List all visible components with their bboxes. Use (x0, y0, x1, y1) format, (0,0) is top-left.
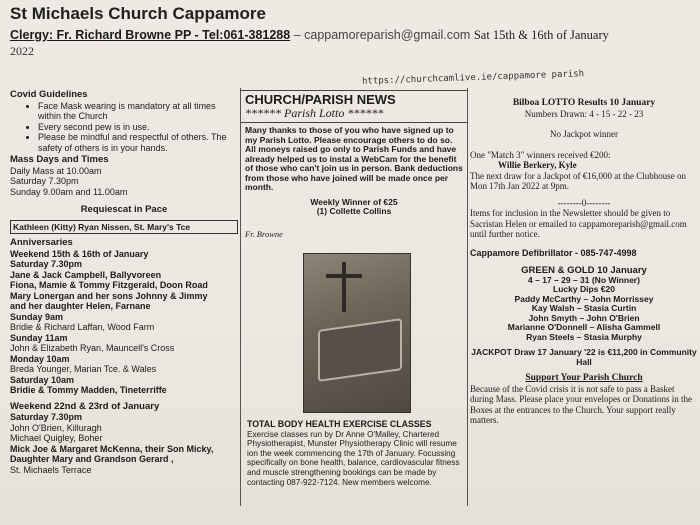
wk2-line: St. Michaels Terrace (10, 464, 92, 475)
items-text: Items for inclusion in the Newsletter should be given to Sacristan Helen or emailed to cappamoreparish@gmail.com until further notice. (470, 208, 687, 239)
news-title: CHURCH/PARISH NEWS (245, 92, 396, 107)
gg-line: Lucky Dips €20 (553, 284, 615, 294)
header (10, 4, 695, 59)
gg-line: John Smyth – John O'Brien (528, 312, 640, 323)
crucifix-icon (342, 262, 346, 312)
ann-line: Saturday 10am (10, 374, 75, 385)
separator: --------0-------- (557, 197, 611, 208)
page-title: St Michaels Church Cappamore (10, 4, 267, 23)
req-title: Requiescat in Pace (80, 204, 168, 215)
gg-line: Marianne O'Donnell – Alisha Gammell (507, 322, 661, 332)
signature: Fr. Browne (245, 228, 283, 239)
covid-title: Covid Guidelines (10, 89, 88, 100)
gg-line: Ryan Steels – Stasia Murphy (526, 331, 642, 342)
mass-line: Saturday 7.30pm (10, 176, 79, 186)
clergy-line (10, 28, 695, 43)
mass-line: Daily Mass at 10.00am (10, 165, 102, 176)
numbers-drawn: Numbers Drawn: 4 - 15 - 22 - 23 (524, 108, 644, 119)
match3-name: Willie Berkery, Kyle (498, 160, 577, 170)
list-item: • Every second pew is in use. (38, 122, 238, 133)
middle-column (240, 88, 468, 506)
tb-text: Exercise classes run by Dr Anne O'Malley, Chartered Physiotherapist, Munster Physiotherapy Clinic will resume ion the week commencing the 17th of January. Focussing specifically on bone health, balance, cardiovascular fitness and muscle strengthening bookings can be made by contacting 087-922-7124. New members welcome. (247, 429, 460, 487)
defib-text: Cappamore Defibrillator - 085-747-4998 (470, 247, 637, 258)
support-title: Support Your Parish Church (525, 373, 643, 383)
ann-line: Weekend 15th & 16th of January (10, 248, 149, 259)
jackpot-status: No Jackpot winner (550, 129, 618, 139)
wk2-line: Saturday 7.30pm (10, 412, 83, 422)
gg-line: 4 – 17 – 29 – 31 (No Winner) (528, 274, 640, 285)
wk2-title: Weekend 22nd & 23rd of January (10, 400, 160, 412)
altar-shape (318, 318, 402, 382)
ann-line: Mary Lonergan and her sons Johnny & Jimmy (10, 290, 208, 301)
lotto-text: Many thanks to those of you who have signed up to my Parish Lotto. Please encourage others to do so. All moneys raised go only to Parish Funds and have already helped us to instal a WebCam for the benefit of those who can't join us in person. Bank deductions from those who have joined will be made once per month. (245, 125, 463, 192)
left-column (10, 88, 238, 475)
list-item: • Face Mask wearing is mandatory at all times within the Church (38, 101, 238, 122)
next-draw: The next draw for a Jackpot of €16,000 at the Clubhouse on Mon 17th Jan 2022 at 9pm. (470, 170, 686, 191)
jackpot-draw: JACKPOT Draw 17 January '22 is €11,200 in Community Hall (471, 347, 697, 367)
list-item: • Please be mindful and respectful of others. The safety of others is in your hands. (38, 132, 238, 153)
ann-line: Fiona, Mamie & Tommy Fitzgerald, Doon Road (10, 280, 208, 290)
ann-line: Sunday 11am (10, 332, 68, 343)
lotto-title: ****** Parish Lotto ****** (245, 105, 384, 120)
covid-list (10, 101, 238, 154)
wk2-line: Michael Quigley, Boher (10, 433, 103, 443)
support-text: Because of the Covid crisis it is not safe to pass a Basket during Mass. Please place your envelopes or Donations in the Boxes at the entrances to the Church. Your support really matters. (470, 383, 692, 425)
ann-line: Saturday 7.30pm (10, 259, 83, 269)
church-photo (303, 253, 411, 413)
news-box (241, 90, 467, 123)
mass-line: Sunday 9.00am and 11.00am (10, 186, 128, 197)
wk2-line: Daughter Mary and Grandson Gerard , (10, 454, 174, 464)
wk2-line: Mick Joe & Margaret McKenna, their Son Micky, (10, 443, 214, 454)
ann-line: Breda Younger, Marian Tce. & Wales (10, 364, 157, 374)
ann-line: Bridie & Tommy Madden, Tineterriffe (10, 385, 167, 395)
gg-line: Paddy McCarthy – John Morrissey (514, 293, 654, 304)
req-name: Kathleen (Kitty) Ryan Nissen, St. Mary's Tce (10, 220, 238, 235)
gg-line: Kay Walsh – Stasia Curtin (531, 303, 637, 313)
ann-line: and her daughter Helen, Farnane (10, 301, 151, 311)
email-text: – cappamoreparish@gmail.com (293, 28, 471, 42)
gg-title: GREEN & GOLD 10 January (521, 265, 647, 276)
date-text: Sat 15th & 16th of January (473, 28, 609, 42)
ann-line: Monday 10am (10, 353, 70, 364)
ann-line: John & Elizabeth Ryan, Mauncell's Cross (10, 343, 175, 353)
winner-name: (1) Collette Collins (316, 206, 392, 216)
wk2-line: John O'Brien, Killuragh (10, 422, 102, 433)
ann-line: Sunday 9am (10, 311, 64, 322)
ann-title: Anniversaries (10, 237, 73, 248)
match3-text: One "Match 3" winners received €200: (470, 149, 611, 160)
clergy-text: Clergy: Fr. Richard Browne PP - Tel:061-381288 (10, 28, 291, 42)
mass-title: Mass Days and Times (10, 154, 109, 165)
exercise-section (247, 418, 467, 487)
ann-line: Jane & Jack Campbell, Ballyvoreen (10, 269, 162, 280)
handwritten-url: https://churchcamlive.ie/cappamore parish (361, 69, 585, 87)
right-column (470, 96, 698, 426)
ann-line: Bridie & Richard Laffan, Wood Farm (10, 322, 155, 332)
crucifix-bar (326, 274, 362, 278)
tb-title: TOTAL BODY HEALTH EXERCISE CLASSES (247, 419, 432, 429)
green-gold (470, 266, 698, 367)
weekly-winner: Weekly Winner of €25 (310, 196, 398, 207)
year-text: 2022 (10, 44, 34, 58)
bilboa-title: Bilboa LOTTO Results 10 January (512, 98, 656, 108)
